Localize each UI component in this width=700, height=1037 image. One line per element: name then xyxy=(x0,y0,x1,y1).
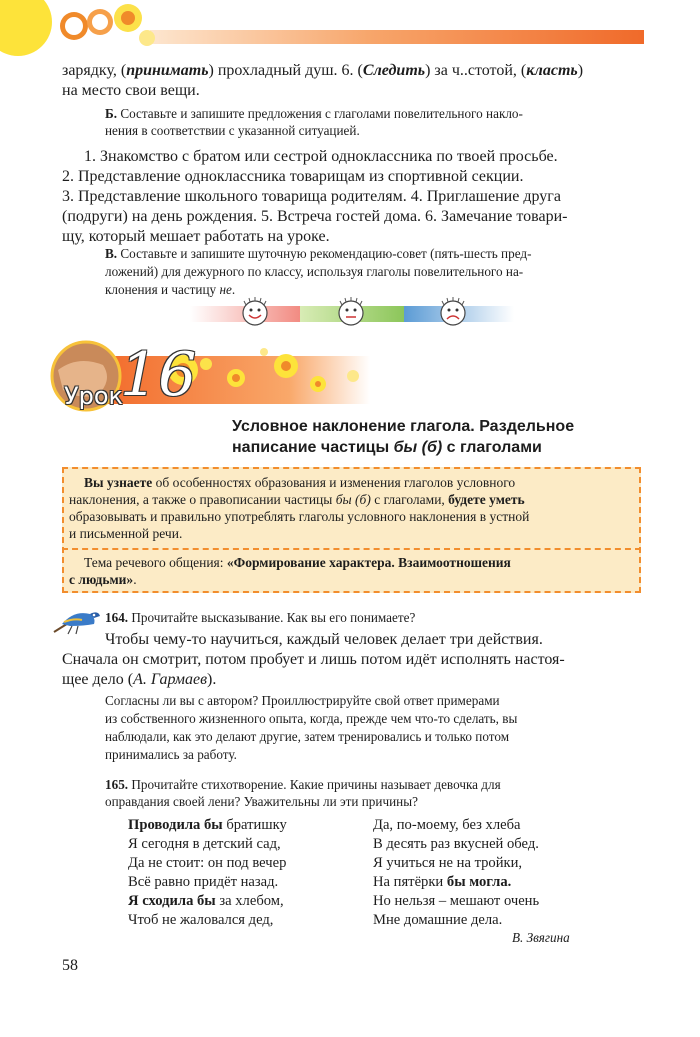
quote-line: Чтобы чему-то научиться, каждый человек делает три действия. xyxy=(105,631,543,648)
learn-line: и письменной речи. xyxy=(69,526,183,541)
quote-line: Сначала он смотрит, потом пробует и лишь потом идёт исполнять настоя- xyxy=(62,651,565,668)
poem-line: В десять раз вкусней обед. xyxy=(373,836,539,852)
poem-author: В. Звягина xyxy=(512,930,570,945)
situation-line: 1. Знакомство с братом или сестрой одноклассника по твоей просьбе. xyxy=(84,148,558,165)
situation-line: (подруги) на день рождения. 5. Встреча гостей дома. 6. Замечание товари- xyxy=(62,208,568,225)
sad-face-icon xyxy=(436,296,470,330)
poem-line: Мне домашние дела. xyxy=(373,912,503,928)
task-v: В. Составьте и запишите шуточную рекомендацию-совет (пять-шесть пред- xyxy=(105,246,532,261)
situation-line: 2. Представление одноклассника товарищам из спортивной секции. xyxy=(62,168,524,185)
poem-line: Да не стоит: он под вечер xyxy=(128,855,287,871)
neutral-face-icon xyxy=(334,296,368,330)
question-line: наблюдали, как это делают другие, затем тренировались и только потом xyxy=(105,729,510,744)
task-v-line: клонения и частицу не. xyxy=(105,282,236,297)
exercise-164: 164. Прочитайте высказывание. Как вы его понимаете? xyxy=(105,610,416,625)
lesson-number: 16 xyxy=(120,340,197,410)
question-line: принимались за работу. xyxy=(105,747,237,762)
question-line: из собственного жизненного опыта, когда, прежде чем что-то сделать, вы xyxy=(105,711,518,726)
lesson-title-line2: написание частицы бы (б) с глаголами xyxy=(232,439,542,456)
poem-line: Всё равно придёт назад. xyxy=(128,874,279,890)
text-line: на место свои вещи. xyxy=(62,82,200,99)
poem-line: Да, по-моему, без хлеба xyxy=(373,817,521,833)
poem-line: Я учиться не на тройки, xyxy=(373,855,523,871)
lesson-title: Условное наклонение глагола. Раздельное xyxy=(232,418,575,435)
box-separator xyxy=(62,548,641,550)
exercise-165: 165. Прочитайте стихотворение. Какие причины называет девочка для xyxy=(105,777,501,792)
learn-line: образовывать и правильно употреблять глаголы условного наклонения в устной xyxy=(69,509,530,524)
speech-topic-line2: с людьми». xyxy=(69,572,137,587)
task-b: Б. Составьте и запишите предложения с глаголами повелительного накло- xyxy=(105,106,523,121)
learn-line: наклонения, а также о правописании частицы бы (б) с глаголами, будете уметь xyxy=(69,492,525,507)
header-circles-decoration xyxy=(0,0,160,60)
task-b-line: нения в соответствии с указанной ситуацией. xyxy=(105,123,360,138)
learn-line: Вы узнаете об особенностях образования и изменения глаголов условного xyxy=(84,475,516,490)
poem-line: Проводила бы братишку xyxy=(128,817,287,833)
speech-topic: Тема речевого общения: «Формирование характера. Взаимоотношения xyxy=(84,555,511,570)
poem-left-column xyxy=(128,816,287,930)
poem-line: Но нельзя – мешают очень xyxy=(373,893,540,909)
happy-face-icon xyxy=(238,296,272,330)
poem-line: На пятёрки бы могла. xyxy=(373,874,512,890)
poem-line: Я сходила бы за хлебом, xyxy=(128,893,284,909)
bird-icon xyxy=(50,604,102,636)
poem-right-column xyxy=(373,816,539,930)
task-v-line: ложений) для дежурного по классу, используя глаголы повелительного на- xyxy=(105,264,524,279)
lesson-label: Урок xyxy=(64,382,124,410)
text-line: зарядку, (принимать) прохладный душ. 6. (Следить) за ч..стотой, (класть) xyxy=(62,62,584,79)
poem-line: Я сегодня в детский сад, xyxy=(128,836,281,852)
quote-line: щее дело (А. Гармаев). xyxy=(62,671,217,688)
page-number: 58 xyxy=(62,957,78,974)
situation-line: 3. Представление школьного товарища родителям. 4. Приглашение друга xyxy=(62,188,561,205)
exercise-165-line: оправдания своей лени? Уважительны ли эти причины? xyxy=(105,794,418,809)
header-gradient-bar xyxy=(150,30,644,44)
poem-line: Чтоб не жаловался дед, xyxy=(128,912,274,928)
question-line: Согласны ли вы с автором? Проиллюстрируйте свой ответ примерами xyxy=(105,693,500,708)
situation-line: щу, который мешает работать на уроке. xyxy=(62,228,330,245)
